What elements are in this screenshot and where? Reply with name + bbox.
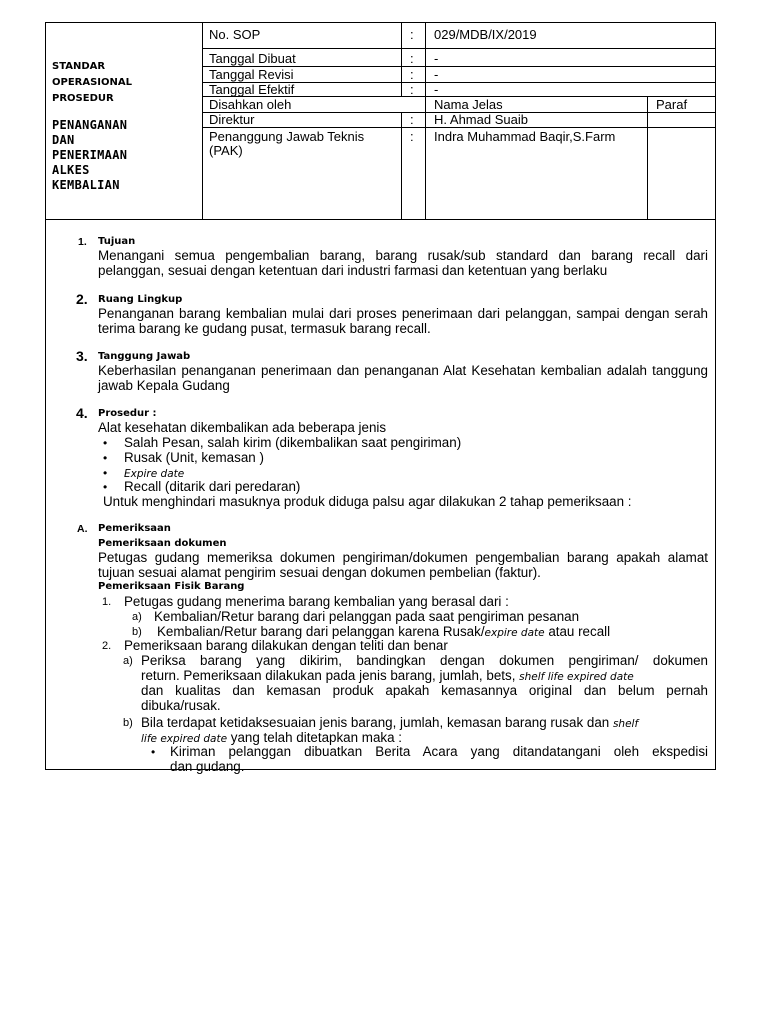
no-sop-label: No. SOP	[209, 27, 261, 42]
pemeriksaan-fisik-title: Pemeriksaan Fisik Barang	[98, 581, 245, 592]
standar-line: PROSEDUR	[52, 93, 114, 104]
bullet-icon: •	[151, 745, 156, 759]
no-sop-sep: :	[410, 27, 414, 42]
tanggal-dibuat-value: -	[434, 51, 439, 66]
prosedur-bullet: Rusak (Unit, kemasan )	[124, 450, 264, 465]
prosedur-bullet: Recall (ditarik dari peredaran)	[124, 479, 301, 494]
sop-title-line: PENANGANAN	[52, 118, 128, 132]
standar-operasional-label	[52, 59, 132, 107]
col-divider	[401, 23, 402, 96]
sop-title-line: DAN	[52, 133, 75, 147]
step-number: 1.	[102, 596, 112, 608]
tanggal-dibuat-label: Tanggal Dibuat	[209, 51, 296, 66]
direktur-label: Direktur	[209, 112, 255, 127]
substep-letter: a)	[132, 611, 142, 623]
substep-letter: b)	[123, 717, 133, 729]
prosedur-outro: Untuk menghindari masuknya produk diduga palsu agar dilakukan 2 tahap pemeriksaan :	[103, 494, 632, 509]
col-divider	[401, 112, 402, 219]
direktur-sep: :	[410, 112, 414, 127]
tanggal-efektif-value: -	[434, 82, 439, 97]
sop-header-left	[46, 23, 203, 219]
row-divider	[202, 48, 715, 49]
col-divider	[647, 96, 648, 219]
bullet-text-line: Kiriman pelanggan dibuatkan Berita Acara yang ditandatangani oleh ekspedisi	[170, 744, 708, 759]
substep-letter: a)	[123, 655, 133, 667]
substep-text-part: yang telah ditetapkan maka :	[227, 730, 402, 745]
substep-text-italic: life expired date	[141, 733, 228, 745]
substep-text-italic: shelf	[612, 718, 639, 730]
prosedur-bullet: Expire date	[124, 468, 185, 480]
tanggal-revisi-label: Tanggal Revisi	[209, 67, 294, 82]
pemeriksaan-title: Pemeriksaan	[98, 523, 171, 534]
paraf-label: Paraf	[656, 97, 688, 112]
substep-text-line: dibuka/rusak.	[141, 698, 221, 713]
section-title-ruang-lingkup: Ruang Lingkup	[98, 294, 183, 305]
step-text: Pemeriksaan barang dilakukan dengan teliti dan benar	[124, 638, 448, 653]
substep-text-italic: shelf life expired date	[519, 671, 634, 683]
section-number: 1.	[78, 236, 87, 248]
pak-sep: :	[410, 129, 414, 144]
substep-text: Kembalian/Retur barang dari pelanggan pada saat pengiriman pesanan	[154, 609, 580, 624]
disahkan-oleh-label: Disahkan oleh	[209, 97, 292, 112]
section-letter: A.	[77, 523, 88, 535]
sop-info-grid	[202, 23, 715, 219]
section-title-prosedur: Prosedur :	[98, 408, 157, 419]
col-divider	[425, 23, 426, 219]
section-text-tujuan: Menangani semua pengembalian barang, barang rusak/sub standard dan barang recall dari pelanggan, sesuai dengan ketentuan dari industri farmasi dan ketentuan yang berlaku	[98, 248, 708, 278]
substep-text-part: Bila terdapat ketidaksesuaian jenis barang, jumlah, kemasan barang rusak dan	[141, 715, 610, 730]
section-number: 2.	[76, 291, 88, 307]
substep-text-line: Periksa barang yang dikirim, bandingkan dengan dokumen pengiriman/ dokumen	[141, 653, 708, 668]
section-title-tujuan: Tujuan	[98, 236, 136, 247]
bullet-icon: •	[103, 480, 108, 494]
tanggal-efektif-label: Tanggal Efektif	[209, 82, 295, 97]
bullet-icon: •	[103, 451, 108, 465]
substep-text-italic: expire date	[484, 627, 545, 639]
bullet-text-line: dan gudang.	[170, 759, 245, 774]
substep-text-part: Kembalian/Retur barang dari pelanggan karena Rusak/	[157, 624, 485, 639]
substep-text-part: return. Pemeriksaan dilakukan pada jenis barang, jumlah, bets,	[141, 668, 516, 683]
tanggal-efektif-sep: :	[410, 82, 414, 97]
col-divider	[202, 23, 203, 219]
sop-title	[52, 118, 127, 193]
sop-page	[45, 22, 716, 774]
direktur-name: H. Ahmad Suaib	[434, 112, 528, 127]
bullet-icon: •	[103, 466, 108, 480]
row-divider	[202, 127, 715, 128]
section-number: 4.	[76, 405, 88, 421]
bullet-icon: •	[103, 436, 108, 450]
pak-label: Penanggung Jawab Teknis (PAK)	[209, 129, 365, 158]
pemeriksaan-dokumen-text: Petugas gudang memeriksa dokumen pengiriman/dokumen pengembalian barang apakah alamat tujuan sesuai alamat pengirim sesuai dengan dokumen pembelian (faktur).	[98, 550, 708, 580]
step-text: Petugas gudang menerima barang kembalian yang berasal dari :	[124, 594, 509, 609]
tanggal-revisi-value: -	[434, 67, 439, 82]
standar-line: STANDAR	[52, 61, 106, 72]
substep-letter: b)	[132, 626, 142, 638]
section-title-tanggung-jawab: Tanggung Jawab	[98, 351, 191, 362]
prosedur-intro: Alat kesehatan dikembalikan ada beberapa jenis	[98, 420, 387, 435]
sop-title-line: PENERIMAAN	[52, 148, 128, 162]
section-number: 3.	[76, 348, 88, 364]
step-number: 2.	[102, 640, 112, 652]
section-text-tanggung-jawab: Keberhasilan penanganan penerimaan dan penanganan Alat Kesehatan kembalian adalah tanggung jawab Kepala Gudang	[98, 363, 708, 393]
standar-line: OPERASIONAL	[52, 77, 133, 88]
pak-name: Indra Muhammad Baqir,S.Farm	[434, 129, 616, 144]
tanggal-dibuat-sep: :	[410, 51, 414, 66]
tanggal-revisi-sep: :	[410, 67, 414, 82]
no-sop-value: 029/MDB/IX/2019	[434, 27, 537, 42]
section-text-ruang-lingkup: Penanganan barang kembalian mulai dari proses penerimaan dari pelanggan, sampai dengan serah terima barang ke gudang pusat, termasuk barang recall.	[98, 306, 708, 336]
pemeriksaan-dokumen-title: Pemeriksaan dokumen	[98, 538, 227, 549]
sop-header-table	[46, 23, 715, 220]
substep-text-line: dan kualitas dan kemasan produk apakah kemasannya original dan belum pernah	[141, 683, 708, 698]
nama-jelas-label: Nama Jelas	[434, 97, 503, 112]
sop-title-line: KEMBALIAN	[52, 178, 120, 192]
sop-title-line: ALKES	[52, 163, 90, 177]
prosedur-bullet: Salah Pesan, salah kirim (dikembalikan saat pengiriman)	[124, 435, 462, 450]
substep-text-part: atau recall	[544, 624, 611, 639]
